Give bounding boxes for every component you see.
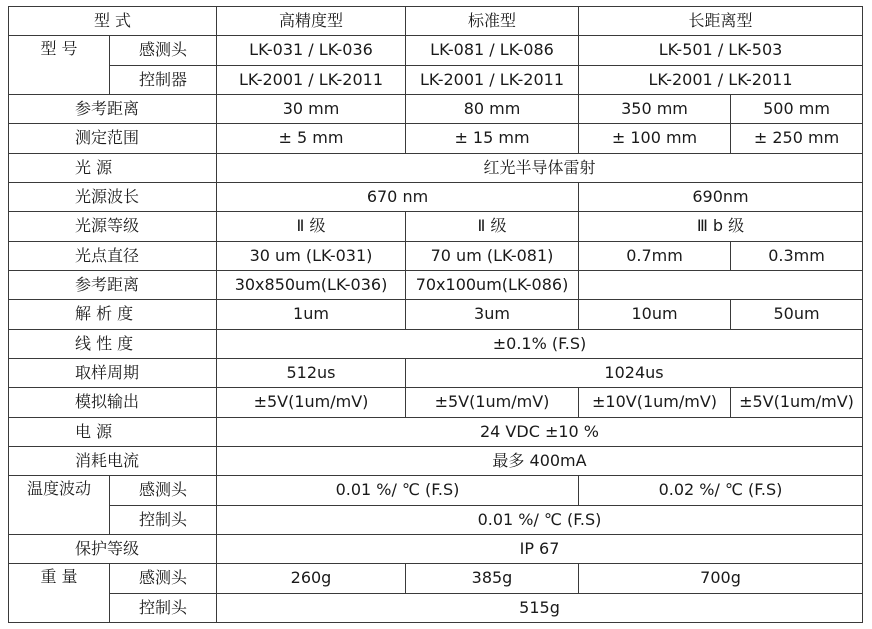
temp-drift-sensor-cell: 0.02 %/ ℃ (F.S): [579, 476, 863, 505]
spot-diameter-cell: 70 um (LK-081): [406, 241, 579, 270]
temp-drift-controller-label: 控制头: [110, 505, 217, 534]
current-cell: 最多 400mA: [217, 446, 863, 475]
laser-class-cell: Ⅲ b 级: [579, 212, 863, 241]
wavelength-cell: 690nm: [579, 182, 863, 211]
model-sensor-cell: LK-031 / LK-036: [217, 36, 406, 65]
table-row: [9, 270, 863, 299]
weight-label: 重 量: [9, 564, 110, 623]
measure-range-label: 测定范围: [9, 124, 217, 153]
spot-diameter-cell: 0.7mm: [579, 241, 731, 270]
temp-drift-sensor-label: 感测头: [110, 476, 217, 505]
model-controller-cell: LK-2001 / LK-2011: [406, 65, 579, 94]
model-sensor-cell: LK-081 / LK-086: [406, 36, 579, 65]
table-row: [9, 564, 863, 593]
model-label: 型 号: [9, 36, 110, 95]
wavelength-label: 光源波长: [9, 182, 217, 211]
weight-controller-cell: 515g: [217, 593, 863, 622]
table-row: [9, 65, 863, 94]
table-row: [9, 153, 863, 182]
table-row: [9, 358, 863, 387]
sampling-period-label: 取样周期: [9, 358, 217, 387]
model-controller-cell: LK-2001 / LK-2011: [217, 65, 406, 94]
table-row: [9, 329, 863, 358]
light-source-cell: 红光半导体雷射: [217, 153, 863, 182]
measure-range-cell: ± 5 mm: [217, 124, 406, 153]
weight-controller-label: 控制头: [110, 593, 217, 622]
resolution-label: 解 析 度: [9, 300, 217, 329]
resolution-cell: 3um: [406, 300, 579, 329]
resolution-cell: 50um: [731, 300, 863, 329]
analog-output-cell: ±5V(1um/mV): [217, 388, 406, 417]
table-row: [9, 505, 863, 534]
header-high-precision: 高精度型: [217, 7, 406, 36]
laser-class-label: 光源等级: [9, 212, 217, 241]
measure-range-cell: ± 100 mm: [579, 124, 731, 153]
analog-output-cell: ±5V(1um/mV): [731, 388, 863, 417]
ref-distance-cell: 350 mm: [579, 94, 731, 123]
ref-distance2-label: 参考距离: [9, 270, 217, 299]
weight-sensor-label: 感测头: [110, 564, 217, 593]
ref-distance2-empty: [579, 270, 863, 299]
linearity-label: 线 性 度: [9, 329, 217, 358]
table-row: [9, 417, 863, 446]
header-standard: 标准型: [406, 7, 579, 36]
model-sensor-label: 感测头: [110, 36, 217, 65]
laser-class-cell: Ⅱ 级: [217, 212, 406, 241]
protection-cell: IP 67: [217, 534, 863, 563]
resolution-cell: 1um: [217, 300, 406, 329]
measure-range-cell: ± 250 mm: [731, 124, 863, 153]
table-row: [9, 124, 863, 153]
temp-drift-sensor-cell: 0.01 %/ ℃ (F.S): [217, 476, 579, 505]
table-row: [9, 36, 863, 65]
spec-table: [8, 6, 863, 623]
table-row: [9, 94, 863, 123]
spot-diameter-label: 光点直径: [9, 241, 217, 270]
header-long-range: 长距离型: [579, 7, 863, 36]
table-row: [9, 7, 863, 36]
table-row: [9, 388, 863, 417]
ref-distance-label: 参考距离: [9, 94, 217, 123]
ref-distance2-cell: 70x100um(LK-086): [406, 270, 579, 299]
power-supply-label: 电 源: [9, 417, 217, 446]
table-row: [9, 241, 863, 270]
analog-output-label: 模拟输出: [9, 388, 217, 417]
measure-range-cell: ± 15 mm: [406, 124, 579, 153]
table-row: [9, 476, 863, 505]
ref-distance-cell: 80 mm: [406, 94, 579, 123]
spot-diameter-cell: 0.3mm: [731, 241, 863, 270]
analog-output-cell: ±10V(1um/mV): [579, 388, 731, 417]
table-row: [9, 182, 863, 211]
analog-output-cell: ±5V(1um/mV): [406, 388, 579, 417]
current-label: 消耗电流: [9, 446, 217, 475]
model-sensor-cell: LK-501 / LK-503: [579, 36, 863, 65]
ref-distance-cell: 30 mm: [217, 94, 406, 123]
temp-drift-label: 温度波动: [9, 476, 110, 535]
table-row: [9, 446, 863, 475]
power-supply-cell: 24 VDC ±10 %: [217, 417, 863, 446]
ref-distance2-cell: 30x850um(LK-036): [217, 270, 406, 299]
header-model-type: 型 式: [9, 7, 217, 36]
wavelength-cell: 670 nm: [217, 182, 579, 211]
light-source-label: 光 源: [9, 153, 217, 182]
resolution-cell: 10um: [579, 300, 731, 329]
linearity-cell: ±0.1% (F.S): [217, 329, 863, 358]
laser-class-cell: Ⅱ 级: [406, 212, 579, 241]
sampling-period-cell: 1024us: [406, 358, 863, 387]
table-row: [9, 593, 863, 622]
sampling-period-cell: 512us: [217, 358, 406, 387]
weight-sensor-cell: 385g: [406, 564, 579, 593]
weight-sensor-cell: 700g: [579, 564, 863, 593]
ref-distance-cell: 500 mm: [731, 94, 863, 123]
weight-sensor-cell: 260g: [217, 564, 406, 593]
table-row: [9, 300, 863, 329]
model-controller-cell: LK-2001 / LK-2011: [579, 65, 863, 94]
model-controller-label: 控制器: [110, 65, 217, 94]
table-row: [9, 534, 863, 563]
protection-label: 保护等级: [9, 534, 217, 563]
spot-diameter-cell: 30 um (LK-031): [217, 241, 406, 270]
table-row: [9, 212, 863, 241]
temp-drift-controller-cell: 0.01 %/ ℃ (F.S): [217, 505, 863, 534]
